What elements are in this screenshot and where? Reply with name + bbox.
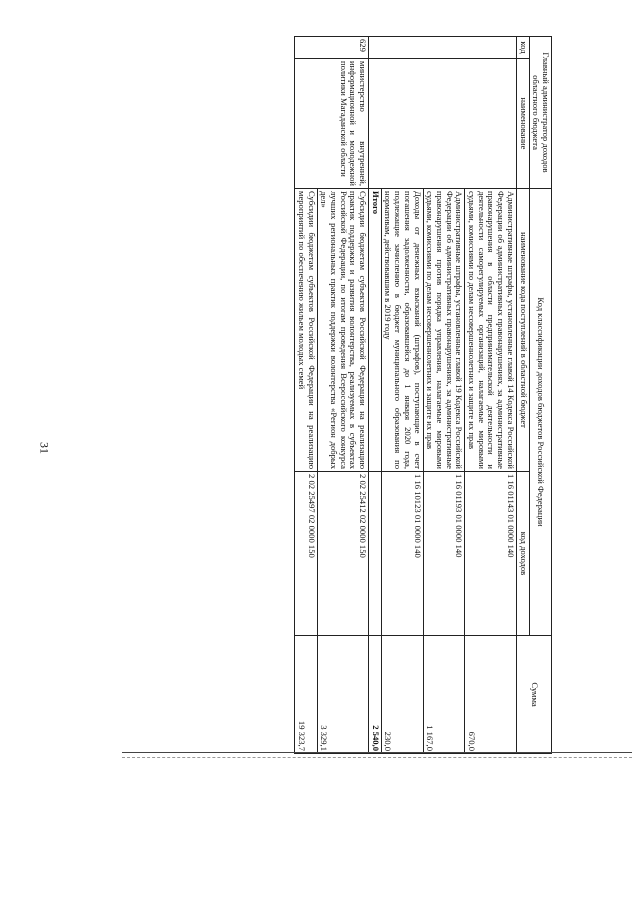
rotated-table-frame — [100, 36, 552, 753]
header-name: наименование — [516, 59, 529, 189]
scan-divider-line — [122, 752, 632, 753]
row-sum: 1 167,0 — [423, 636, 465, 754]
row-code: 1 16 01193 01 0000 140 — [423, 472, 465, 636]
row-description: Административные штрафы, установленные главой 14 Кодекса Российской Федерации об административных правонарушениях, за административные правонарушения в области предпринимательской деятельности и деятельности саморегулируемых организаций, налагаемые мировыми судьями, комиссиями по делам несовершеннолетних и защите их прав — [465, 189, 517, 472]
revenue-classification-table — [294, 36, 552, 754]
ministry-name: министерство внутренней, информационной и молодежной политики Магаданской области — [295, 59, 369, 189]
row-code: 1 16 01143 01 0000 140 — [465, 472, 517, 636]
row-description: Доходы от денежных взысканий (штрафов), поступающие в счет погашения задолженности, образовавшейся до 1 января 2020 года, подлежащие зачислению в бюджет муниципального образования по нормативам, действовавшим в 2019 году — [381, 189, 423, 472]
page-number: 31 — [37, 442, 52, 454]
row-code: 1 16 10123 01 0000 140 — [381, 472, 423, 636]
ministry-code: 629 — [295, 37, 369, 59]
scan-divider-line-faint — [122, 757, 632, 758]
row-sum: 230,0 — [381, 636, 423, 754]
total-label: Итого — [369, 189, 382, 472]
header-sum: Сумма — [516, 636, 551, 754]
row-sum: 3 329,1 — [317, 636, 369, 754]
header-code: код — [516, 37, 529, 59]
total-sum: 2 540,0 — [369, 636, 382, 754]
table-row — [465, 37, 517, 754]
rotated-table-wrapper — [100, 36, 552, 753]
row-sum: 670,0 — [465, 636, 517, 754]
header-admin-group: Главный администратор доходов областного бюджета — [529, 37, 551, 189]
row-sum: 19 323,7 — [295, 636, 317, 754]
row-description: Административные штрафы, установленные главой 19 Кодекса Российской Федерации об административных правонарушениях, за административные правонарушения против порядка управления, налагаемые мировыми судьями, комиссиями по делам несовершеннолетних и защите их прав — [423, 189, 465, 472]
row-code: 2 02 25412 02 0000 150 — [317, 472, 369, 636]
row-code: 2 02 25497 02 0000 150 — [295, 472, 317, 636]
empty-code-cell — [369, 37, 517, 59]
header-revenue-code: код доходов — [516, 472, 529, 636]
row-description: Субсидии бюджетам субъектов Российской Федерации на реализацию практик поддержки и развития волонтерства, реализуемых в субъектах Российской Федерации, по итогам проведения Всероссийского конкурса лучших региональных практик поддержки волонтерства «Регион добрых дел» — [317, 189, 369, 472]
header-revenue-name: наименование кода поступлений в областной бюджет — [516, 189, 529, 472]
empty-name-cell — [369, 59, 517, 189]
total-code-cell — [369, 472, 382, 636]
header-row-1 — [529, 37, 551, 754]
table-row — [317, 37, 369, 754]
row-description: Субсидии бюджетам субъектов Российской Федерации на реализацию мероприятий по обеспечению жильем молодых семей — [295, 189, 317, 472]
header-classification-group: Код классификации доходов бюджетов Российской Федерации — [529, 189, 551, 636]
